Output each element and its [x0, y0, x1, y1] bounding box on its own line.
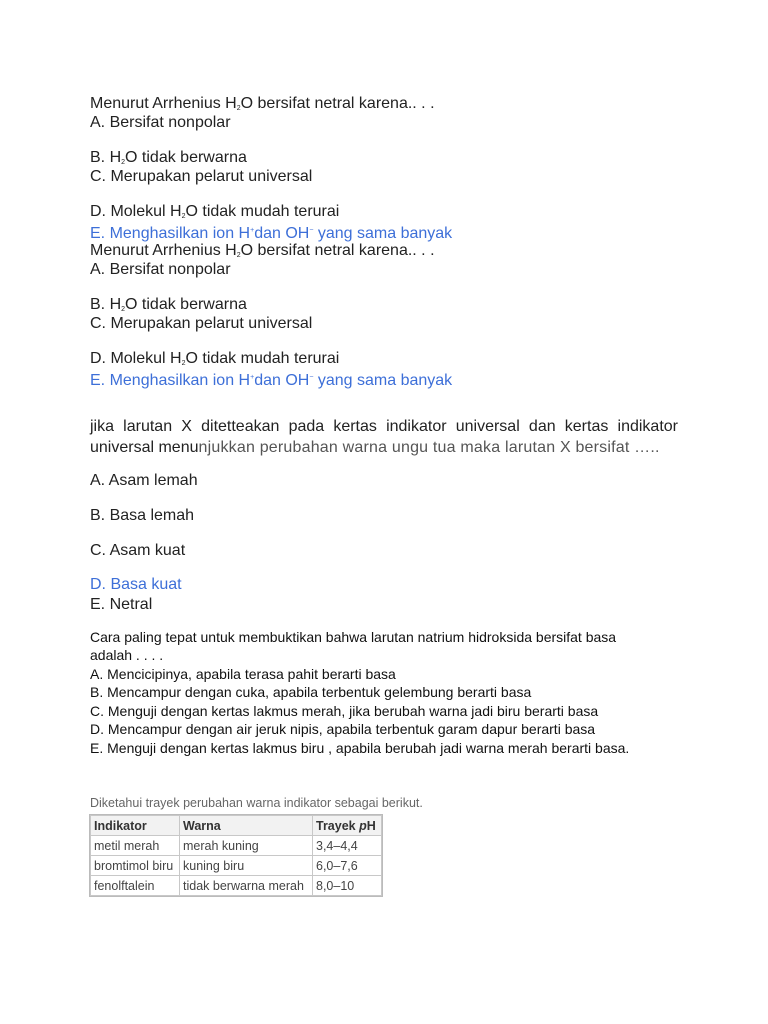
- header-trayek-ph: Trayek pH: [313, 816, 382, 836]
- q3-option-b: B. Mencampur dengan cuka, apabila terbentuk gelembung berarti basa: [90, 684, 532, 700]
- indicator-table: [90, 815, 382, 896]
- table-row: [91, 836, 382, 856]
- cell-warna: merah kuning: [180, 836, 313, 856]
- cell-trayek: 3,4–4,4: [313, 836, 382, 856]
- q1-option-d: D. Molekul $H_2O$ tidak mudah terurai: [90, 350, 340, 367]
- q3-question: Cara paling tepat untuk membuktikan bahwa larutan natrium hidroksida bersifat basa adalah . . . .: [90, 629, 617, 664]
- cell-indikator: fenolftalein: [91, 876, 180, 896]
- q2-option-d-answer: D. Basa kuat: [90, 576, 182, 593]
- cell-indikator: metil merah: [91, 836, 180, 856]
- q2-option-e: E. Netral: [90, 596, 153, 613]
- q1-option-c: C. Merupakan pelarut universal: [90, 168, 313, 185]
- q4-caption: Diketahui trayek perubahan warna indikator sebagai berikut.: [90, 796, 423, 810]
- q2-question: jika larutan X ditetteakan pada kertas indikator universal dan kertas indikator universal menunjukkan perubahan warna ungu tua maka larutan X bersifat …..: [90, 418, 678, 456]
- q2-option-c: C. Asam kuat: [90, 542, 186, 559]
- cell-trayek: 8,0–10: [313, 876, 382, 896]
- table-row: [91, 856, 382, 876]
- q2-option-b: B. Basa lemah: [90, 507, 195, 524]
- cell-indikator: bromtimol biru: [91, 856, 180, 876]
- q3-option-d: D. Mencampur dengan air jeruk nipis, apabila terbentuk garam dapur berarti basa: [90, 721, 596, 737]
- q1-question: Menurut Arrhenius $H_2O$ bersifat netral karena.. . .: [90, 95, 435, 112]
- q1-option-c: C. Merupakan pelarut universal: [90, 315, 313, 332]
- cell-trayek: 6,0–7,6: [313, 856, 382, 876]
- q3-option-e: E. Menguji dengan kertas lakmus biru , apabila berubah jadi warna merah berarti basa.: [90, 740, 630, 756]
- cell-warna: tidak berwarna merah: [180, 876, 313, 896]
- header-indikator: Indikator: [91, 816, 180, 836]
- table-header-row: [91, 816, 382, 836]
- q3-option-c: C. Menguji dengan kertas lakmus merah, jika berubah warna jadi biru berarti basa: [90, 703, 599, 719]
- q1-option-b: B. $H_2O$ tidak berwarna: [90, 149, 247, 166]
- header-warna: Warna: [180, 816, 313, 836]
- cell-warna: kuning biru: [180, 856, 313, 876]
- table-row: [91, 876, 382, 896]
- q1-question: Menurut Arrhenius $H_2O$ bersifat netral karena.. . .: [90, 242, 435, 259]
- q3-option-a: A. Mencicipinya, apabila terasa pahit berarti basa: [90, 666, 396, 682]
- q1-option-a: A. Bersifat nonpolar: [90, 261, 231, 278]
- q1-option-e-answer: E. Menghasilkan ion H+dan OH− yang sama banyak: [90, 225, 453, 242]
- q1-option-a: A. Bersifat nonpolar: [90, 114, 231, 131]
- q1-option-e-answer: E. Menghasilkan ion H+dan OH− yang sama banyak: [90, 372, 453, 389]
- q1-option-d: D. Molekul $H_2O$ tidak mudah terurai: [90, 203, 340, 220]
- q2-option-a: A. Asam lemah: [90, 472, 198, 489]
- q1-option-b: B. $H_2O$ tidak berwarna: [90, 296, 247, 313]
